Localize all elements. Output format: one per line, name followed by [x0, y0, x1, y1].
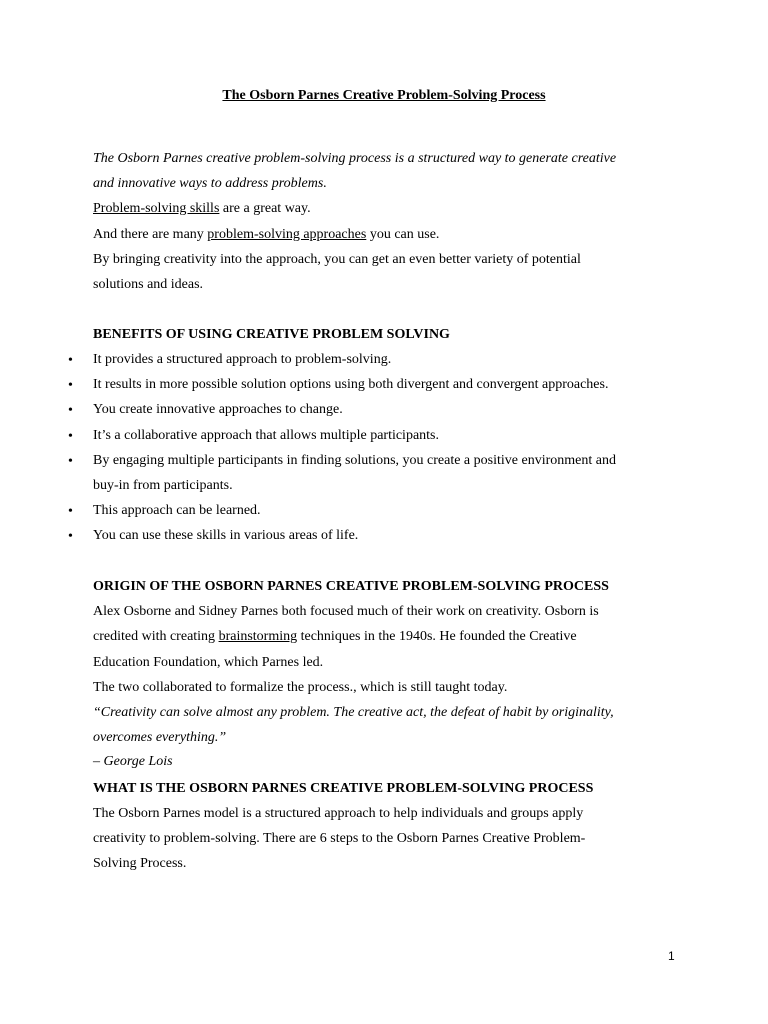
intro-approaches-line — [93, 226, 439, 244]
what-is-line-1: The Osborn Parnes model is a structured approach to help individuals and groups apply — [93, 806, 584, 821]
origin-line-2-pre: credited with creating — [93, 629, 219, 644]
origin-line-4: The two collaborated to formalize the process., which is still taught today. — [93, 680, 508, 695]
page-number: 1 — [668, 949, 675, 963]
bullet-icon: • — [68, 353, 73, 368]
bullet-icon: • — [68, 504, 73, 519]
bullet-icon: • — [68, 378, 73, 393]
approaches-line-post: you can use. — [366, 227, 440, 242]
benefits-heading: BENEFITS OF USING CREATIVE PROBLEM SOLVING — [93, 327, 450, 342]
intro-italic-line-1: The Osborn Parnes creative problem-solving process is a structured way to generate creative — [93, 151, 617, 166]
origin-line-1: Alex Osborne and Sidney Parnes both focused much of their work on creativity. Osborn is — [93, 604, 599, 619]
what-is-heading: WHAT IS THE OSBORN PARNES CREATIVE PROBLEM-SOLVING PROCESS — [93, 781, 594, 796]
benefit-item-5-line-2: buy-in from participants. — [93, 478, 233, 493]
benefit-item-6: This approach can be learned. — [93, 503, 261, 518]
quote-line-1: “Creativity can solve almost any problem. The creative act, the defeat of habit by originality, — [93, 705, 614, 720]
quote-line-2: overcomes everything.” — [93, 730, 227, 745]
skills-line-text: are a great way. — [219, 201, 311, 216]
benefit-item-1: It provides a structured approach to problem-solving. — [93, 352, 392, 367]
benefit-item-5-line-1: By engaging multiple participants in finding solutions, you create a positive environment and — [93, 453, 616, 468]
bullet-icon: • — [68, 529, 73, 544]
document-title: The Osborn Parnes Creative Problem-Solving Process — [222, 88, 546, 103]
benefit-item-2: It results in more possible solution options using both divergent and convergent approaches. — [93, 377, 609, 392]
benefit-item-7: You can use these skills in various areas of life. — [93, 528, 359, 543]
benefit-item-3: You create innovative approaches to change. — [93, 402, 343, 417]
what-is-line-3: Solving Process. — [93, 856, 187, 871]
bullet-icon: • — [68, 454, 73, 469]
intro-skills-line — [93, 200, 311, 218]
origin-line-3: Education Foundation, which Parnes led. — [93, 655, 324, 670]
intro-italic-line-2: and innovative ways to address problems. — [93, 176, 327, 191]
intro-line-6: solutions and ideas. — [93, 277, 204, 292]
bullet-icon: • — [68, 403, 73, 418]
what-is-line-2: creativity to problem-solving. There are 6 steps to the Osborn Parnes Creative Problem- — [93, 831, 586, 846]
benefit-item-4: It’s a collaborative approach that allows multiple participants. — [93, 428, 440, 443]
origin-line-2 — [93, 628, 577, 646]
brainstorming-link[interactable]: brainstorming — [218, 629, 298, 644]
origin-line-2-post: techniques in the 1940s. He founded the Creative — [297, 629, 577, 644]
quote-attribution: – George Lois — [93, 754, 173, 769]
approaches-line-pre: And there are many — [93, 227, 208, 242]
intro-line-5: By bringing creativity into the approach, you can get an even better variety of potential — [93, 252, 581, 267]
problem-solving-approaches-link[interactable]: problem-solving approaches — [207, 227, 367, 242]
bullet-icon: • — [68, 429, 73, 444]
origin-heading: ORIGIN OF THE OSBORN PARNES CREATIVE PROBLEM-SOLVING PROCESS — [93, 579, 609, 594]
problem-solving-skills-link[interactable]: Problem-solving skills — [93, 201, 220, 216]
